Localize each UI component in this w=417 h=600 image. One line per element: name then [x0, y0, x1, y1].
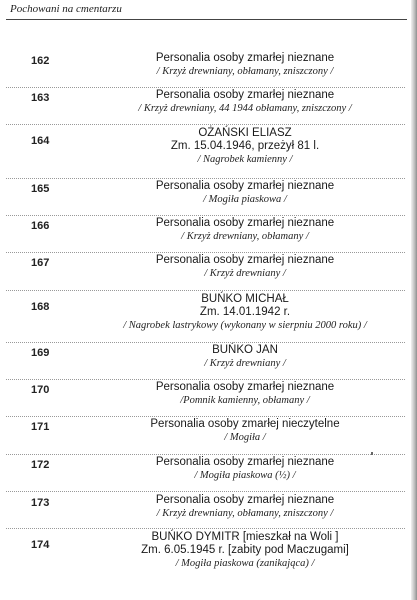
entry-number: 172 [31, 459, 50, 471]
entry-grave-description: / Krzyż drewniany / [204, 358, 286, 369]
entry-separator [6, 454, 405, 455]
entry-main-line: Personalia osoby zmarłej nieznane [155, 89, 335, 101]
entry-text [95, 381, 395, 407]
entry-separator [6, 416, 405, 417]
entry-grave-description: / Mogiła piaskowa (½) / [194, 470, 296, 481]
entry-separator [6, 87, 405, 88]
entry-number: 162 [31, 55, 50, 67]
entry-text [95, 293, 395, 332]
entry-grave-description: / Nagrobek lastrykowy (wykonany w sierpniu 2000 roku) / [123, 320, 367, 331]
entry-text [95, 52, 395, 78]
entry-grave-description: / Mogiła / [224, 432, 266, 443]
entry-main-line: BUŃKO JAN [212, 344, 278, 356]
entry-main-line: Personalia osoby zmarłej nieznane [155, 494, 335, 506]
entry-number: 163 [31, 92, 50, 104]
entry-separator [6, 528, 405, 529]
entry-number: 169 [31, 347, 50, 359]
entry-grave-description: / Nagrobek kamienny / [197, 154, 293, 165]
entry-separator [6, 379, 405, 380]
entry-main-line: Personalia osoby zmarłej nieznane [155, 254, 335, 266]
entry-text [95, 494, 395, 520]
page-header-title: Pochowani na cmentarzu [10, 3, 122, 15]
entry-main-line: Personalia osoby zmarłej nieczytelne [150, 418, 340, 430]
entry-text [95, 531, 395, 570]
entry-main-line: OŻAŃSKI ELIASZ [198, 127, 292, 139]
entry-number: 173 [31, 497, 50, 509]
entry-separator [6, 342, 405, 343]
entry-grave-description: / Krzyż drewniany, obłamany / [181, 231, 309, 242]
entry-main-line: Personalia osoby zmarłej nieznane [155, 456, 335, 468]
entry-main-line: BUŃKO MICHAŁ [201, 293, 289, 305]
entry-grave-description: / Mogiła piaskowa / [203, 194, 287, 205]
entry-text [95, 344, 395, 370]
entry-number: 168 [31, 301, 50, 313]
entry-separator [6, 124, 405, 125]
scan-speck [371, 452, 373, 455]
entry-number: 174 [31, 539, 50, 551]
entry-number: 167 [31, 257, 50, 269]
entry-grave-description: / Krzyż drewniany, obłamany, zniszczony / [156, 508, 334, 519]
entry-main-line: BUŃKO DYMITR [mieszkał na Woli ] [151, 531, 339, 543]
entry-text [95, 89, 395, 115]
entry-text [95, 254, 395, 280]
entry-separator [6, 252, 405, 253]
entry-main-line: Personalia osoby zmarłej nieznane [155, 217, 335, 229]
entry-text [95, 217, 395, 243]
entry-separator [6, 491, 405, 492]
entry-text [95, 456, 395, 482]
entry-main-line: Zm. 6.05.1945 r. [zabity pod Maczugami] [141, 544, 349, 556]
entry-main-line: Personalia osoby zmarłej nieznane [155, 381, 335, 393]
entry-separator [6, 215, 405, 216]
entry-main-line: Zm. 15.04.1946, przeżył 81 l. [170, 140, 320, 152]
entry-grave-description: /Pomnik kamienny, obłamany / [180, 395, 310, 406]
entry-number: 165 [31, 183, 50, 195]
entry-separator [6, 290, 405, 291]
entry-grave-description: / Krzyż drewniany, obłamany, zniszczony / [156, 66, 334, 77]
entry-text [95, 127, 395, 166]
entry-grave-description: / Krzyż drewniany / [204, 268, 286, 279]
entry-number: 164 [31, 135, 50, 147]
entry-number: 166 [31, 220, 50, 232]
entry-number: 170 [31, 384, 50, 396]
entry-separator [6, 178, 405, 179]
entry-number: 171 [31, 421, 50, 433]
entry-main-line: Zm. 14.01.1942 r. [199, 306, 291, 318]
entry-main-line: Personalia osoby zmarłej nieznane [155, 180, 335, 192]
entry-text [95, 418, 395, 444]
entry-main-line: Personalia osoby zmarłej nieznane [155, 52, 335, 64]
entry-text [95, 180, 395, 206]
entry-grave-description: / Mogiła piaskowa (zanikająca) / [175, 558, 315, 569]
entry-grave-description: / Krzyż drewniany, 44 1944 obłamany, zniszczony / [138, 103, 352, 114]
